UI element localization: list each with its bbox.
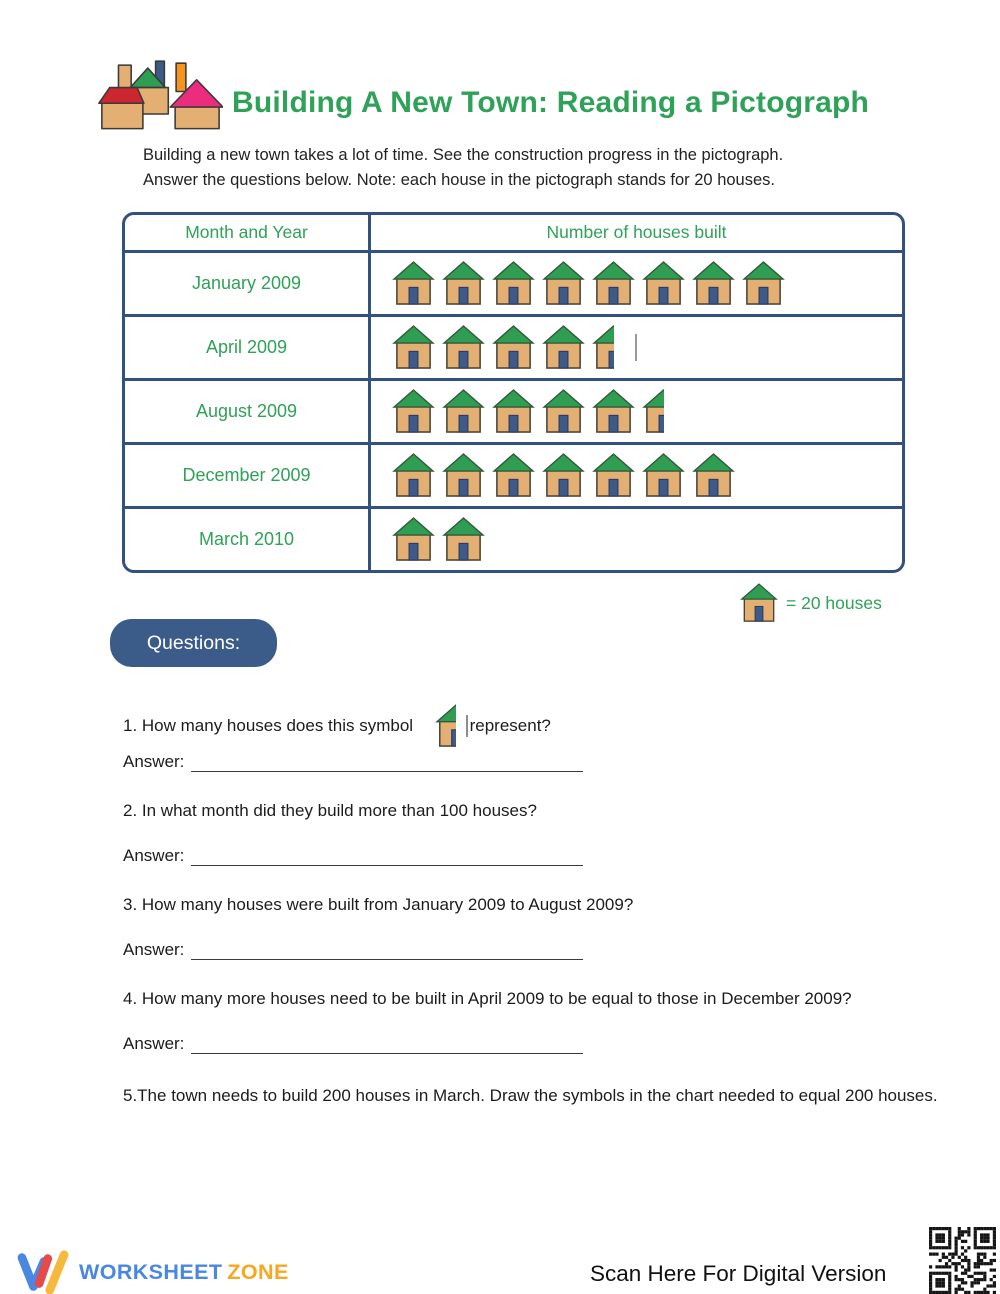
house-icon: [542, 325, 585, 370]
pictograph-legend: [740, 583, 882, 623]
house-icon: [442, 389, 485, 434]
house-icon: [392, 261, 435, 306]
column-header-houses: Number of houses built: [546, 222, 727, 242]
house-icon: [392, 517, 435, 562]
house-icon: [542, 389, 585, 434]
column-header-month: Month and Year: [125, 215, 371, 250]
question-1: [123, 704, 551, 748]
house-icon: [435, 704, 456, 748]
answer-4: [123, 1034, 583, 1054]
intro-line-1: Building a new town takes a lot of time. See the construction progress in the pictograph.: [143, 146, 784, 164]
house-icon: [742, 261, 785, 306]
qr-code: [929, 1227, 996, 1294]
brand-w-icon: [16, 1249, 70, 1294]
answer-2-label: Answer:: [123, 846, 185, 865]
answer-4-label: Answer:: [123, 1034, 185, 1053]
page-title: Building A New Town: Reading a Pictograph: [232, 86, 870, 119]
worksheet-zone-brand: [16, 1249, 289, 1294]
question-5: 5.The town needs to build 200 houses in March. Draw the symbols in the chart needed to equal 200 houses.: [123, 1086, 938, 1105]
question-1-text-after: represent?: [469, 716, 551, 735]
brand-word-zone: ZONE: [227, 1259, 289, 1284]
intro-line-2: Answer the questions below. Note: each house in the pictograph stands for 20 houses.: [143, 171, 775, 189]
answer-3: [123, 940, 583, 960]
half-house-icon: [435, 704, 456, 748]
text-cursor: [466, 715, 468, 737]
month-label: August 2009: [125, 381, 371, 442]
house-icon: [392, 261, 435, 306]
house-icon: [442, 453, 485, 498]
house-icon: [542, 261, 585, 306]
legend-text: = 20 houses: [786, 592, 882, 613]
house-icon: [542, 453, 585, 498]
house-icon: [542, 325, 585, 370]
brand-word-worksheet: WORKSHEET: [79, 1259, 223, 1284]
house-icon: [392, 389, 435, 434]
house-icon: [492, 389, 535, 434]
question-1-text-before: 1. How many houses does this symbol: [123, 716, 414, 735]
house-icon: [492, 261, 535, 306]
month-label: December 2009: [125, 445, 371, 506]
house-icon: [492, 453, 535, 498]
house-icon: [492, 453, 535, 498]
house-icon: [592, 389, 635, 434]
house-icon: [442, 517, 485, 562]
answer-3-blank: [191, 942, 583, 960]
house-icon: [642, 389, 664, 434]
house-icon: [642, 453, 685, 498]
houses-cell: [371, 253, 902, 314]
house-icon: [442, 261, 485, 306]
house-icon: [442, 453, 485, 498]
houses-cell: [371, 381, 902, 442]
answer-2: [123, 846, 583, 866]
answer-1-blank: [191, 754, 583, 772]
pictograph-row: [125, 381, 902, 445]
legend-house-icon: [740, 583, 778, 623]
house-icon: [492, 325, 535, 370]
houses-logo-icon: [96, 52, 223, 136]
questions-badge: Questions:: [110, 619, 277, 667]
scan-here-text: Scan Here For Digital Version: [590, 1261, 887, 1286]
house-icon: [592, 453, 635, 498]
pictograph-row: [125, 445, 902, 509]
half-house-icon: [592, 325, 614, 370]
house-icon: [392, 453, 435, 498]
house-icon: [392, 453, 435, 498]
house-icon: [442, 325, 485, 370]
house-icon: [442, 517, 485, 562]
house-icon: [392, 517, 435, 562]
house-icon: [692, 261, 735, 306]
answer-1-label: Answer:: [123, 752, 185, 771]
half-house-icon: [642, 389, 664, 434]
house-icon: [492, 261, 535, 306]
half-house-icon: [435, 704, 456, 748]
house-icon: [392, 389, 435, 434]
houses-cell: [371, 317, 902, 378]
house-icon: [692, 261, 735, 306]
month-label: January 2009: [125, 253, 371, 314]
house-icon: [740, 583, 778, 623]
house-icon: [442, 325, 485, 370]
pictograph-row: [125, 253, 902, 317]
house-icon: [392, 325, 435, 370]
question-4: 4. How many more houses need to be built in April 2009 to be equal to those in December 2009?: [123, 989, 852, 1008]
house-icon: [542, 453, 585, 498]
house-icon: [642, 453, 685, 498]
house-icon: [692, 453, 735, 498]
house-icon: [542, 261, 585, 306]
intro-text: [143, 143, 783, 193]
question-3: 3. How many houses were built from January 2009 to August 2009?: [123, 895, 634, 914]
month-label: April 2009: [125, 317, 371, 378]
answer-2-blank: [191, 848, 583, 866]
pictograph-table: [122, 212, 905, 573]
pictograph-row: [125, 509, 902, 570]
answer-4-blank: [191, 1036, 583, 1054]
text-cursor: [635, 334, 637, 361]
house-icon: [592, 261, 635, 306]
question-2: 2. In what month did they build more than 100 houses?: [123, 801, 537, 820]
answer-1: [123, 752, 583, 772]
answer-3-label: Answer:: [123, 940, 185, 959]
house-icon: [592, 325, 614, 370]
month-label: March 2010: [125, 509, 371, 570]
house-icon: [642, 261, 685, 306]
house-icon: [592, 453, 635, 498]
house-icon: [542, 389, 585, 434]
houses-cell: [371, 509, 902, 570]
house-icon: [742, 261, 785, 306]
house-icon: [442, 261, 485, 306]
house-icon: [642, 261, 685, 306]
house-icon: [442, 389, 485, 434]
pictograph-header-row: [125, 215, 902, 253]
house-icon: [492, 325, 535, 370]
house-icon: [392, 325, 435, 370]
pictograph-row: [125, 317, 902, 381]
house-icon: [492, 389, 535, 434]
house-icon: [592, 261, 635, 306]
house-icon: [692, 453, 735, 498]
houses-cell: [371, 445, 902, 506]
house-icon: [592, 389, 635, 434]
